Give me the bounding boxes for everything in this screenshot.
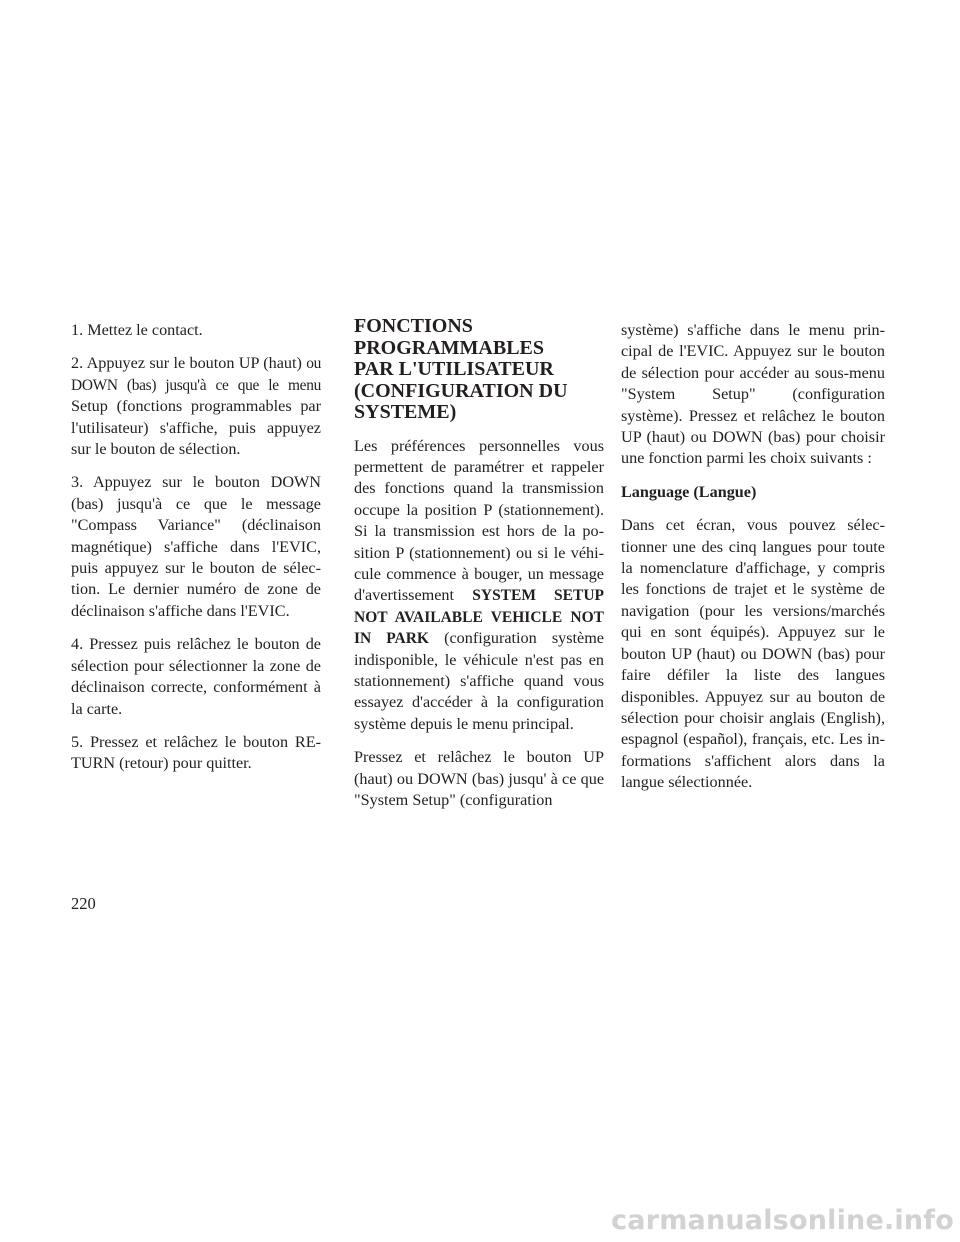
language-paragraph: Dans cet écran, vous pouvez sélectionner une des cinq langues pour toute la nomenclature d'affichage, y compris les fonctions de trajet et le système de navigation (pour les versions/marchés qui en sont équipés). Appuyez sur le bouton UP (haut) ou DOWN (bas) pour faire défiler la liste des langues disponibles. Appuyez sur au bouton de sélection pour choisir anglais (English), espagnol (español), français, etc. Les informations s'affichent alors dans la langue sélectionnée. xyxy=(621,516,885,792)
warning-message: SYSTEM SETUP NOT AVAILABLE VEHICLE NOT IN PARK xyxy=(354,587,605,648)
watermark: carmanualsonline.info xyxy=(611,1205,954,1236)
step-3: 3. Appuyez sur le bouton DOWN (bas) jusqu'à ce que le message "Compass Variance" (déclinaison magnétique) s'affiche dans l'EVIC, puis appuyez sur le bouton de sélection. Le dernier numéro de zone de déclinaison s'affiche dans l'EVIC. xyxy=(71,473,321,620)
page-number: 220 xyxy=(71,894,96,913)
step-4: 4. Pressez puis relâchez le bouton de sélection pour sélectionner la zone de déclinaison correcte, conformément à la carte. xyxy=(71,635,321,718)
intro-paragraph: Les préférences personnelles vous permettent de paramétrer et rappeler des fonctions quand la transmission occupe la position P (stationnement). Si la transmission est hors de la position P (stationnement) ou si le véhicule commence à bouger, un message d'avertissement SYSTEM SETUP NOT AVAILABLE VEHICLE NOT IN PARK (configuration système indisponible, le véhicule n'est pas en stationnement) s'affiche quand vous essayez d'accéder à la configuration système depuis le menu principal. xyxy=(354,436,605,733)
step-1: 1. Mettez le contact. xyxy=(71,321,203,339)
middle-column xyxy=(354,315,605,823)
right-column xyxy=(621,320,885,806)
section-heading: FONCTIONS PROGRAMMABLES PAR L'UTILISATEUR (CONFIGURATION DU SYSTEME) xyxy=(354,315,568,423)
continued-paragraph: système) s'affiche dans le menu principal de l'EVIC. Appuyez sur le bouton de sélection pour accéder au sous-menu "System Setup" (configuration système). Pressez et relâchez le bouton UP (haut) ou DOWN (bas) pour choisir une fonction parmi les choix suivants : xyxy=(621,321,885,468)
left-column xyxy=(71,320,321,787)
language-subheading: Language (Langue) xyxy=(621,482,757,501)
step-2: 2. Appuyez sur le bouton UP (haut) ou DOWN (bas) jusqu'à ce que le menu Setup (fonctions programmables par l'utilisateur) s'affiche, puis appuyez sur le bouton de sélection. xyxy=(71,354,321,459)
step-5: 5. Pressez et relâchez le bouton RETURN (retour) pour quitter. xyxy=(71,732,321,773)
instruction-paragraph: Pressez et relâchez le bouton UP (haut) ou DOWN (bas) jusqu' à ce que "System Setup" (configuration xyxy=(354,748,604,809)
